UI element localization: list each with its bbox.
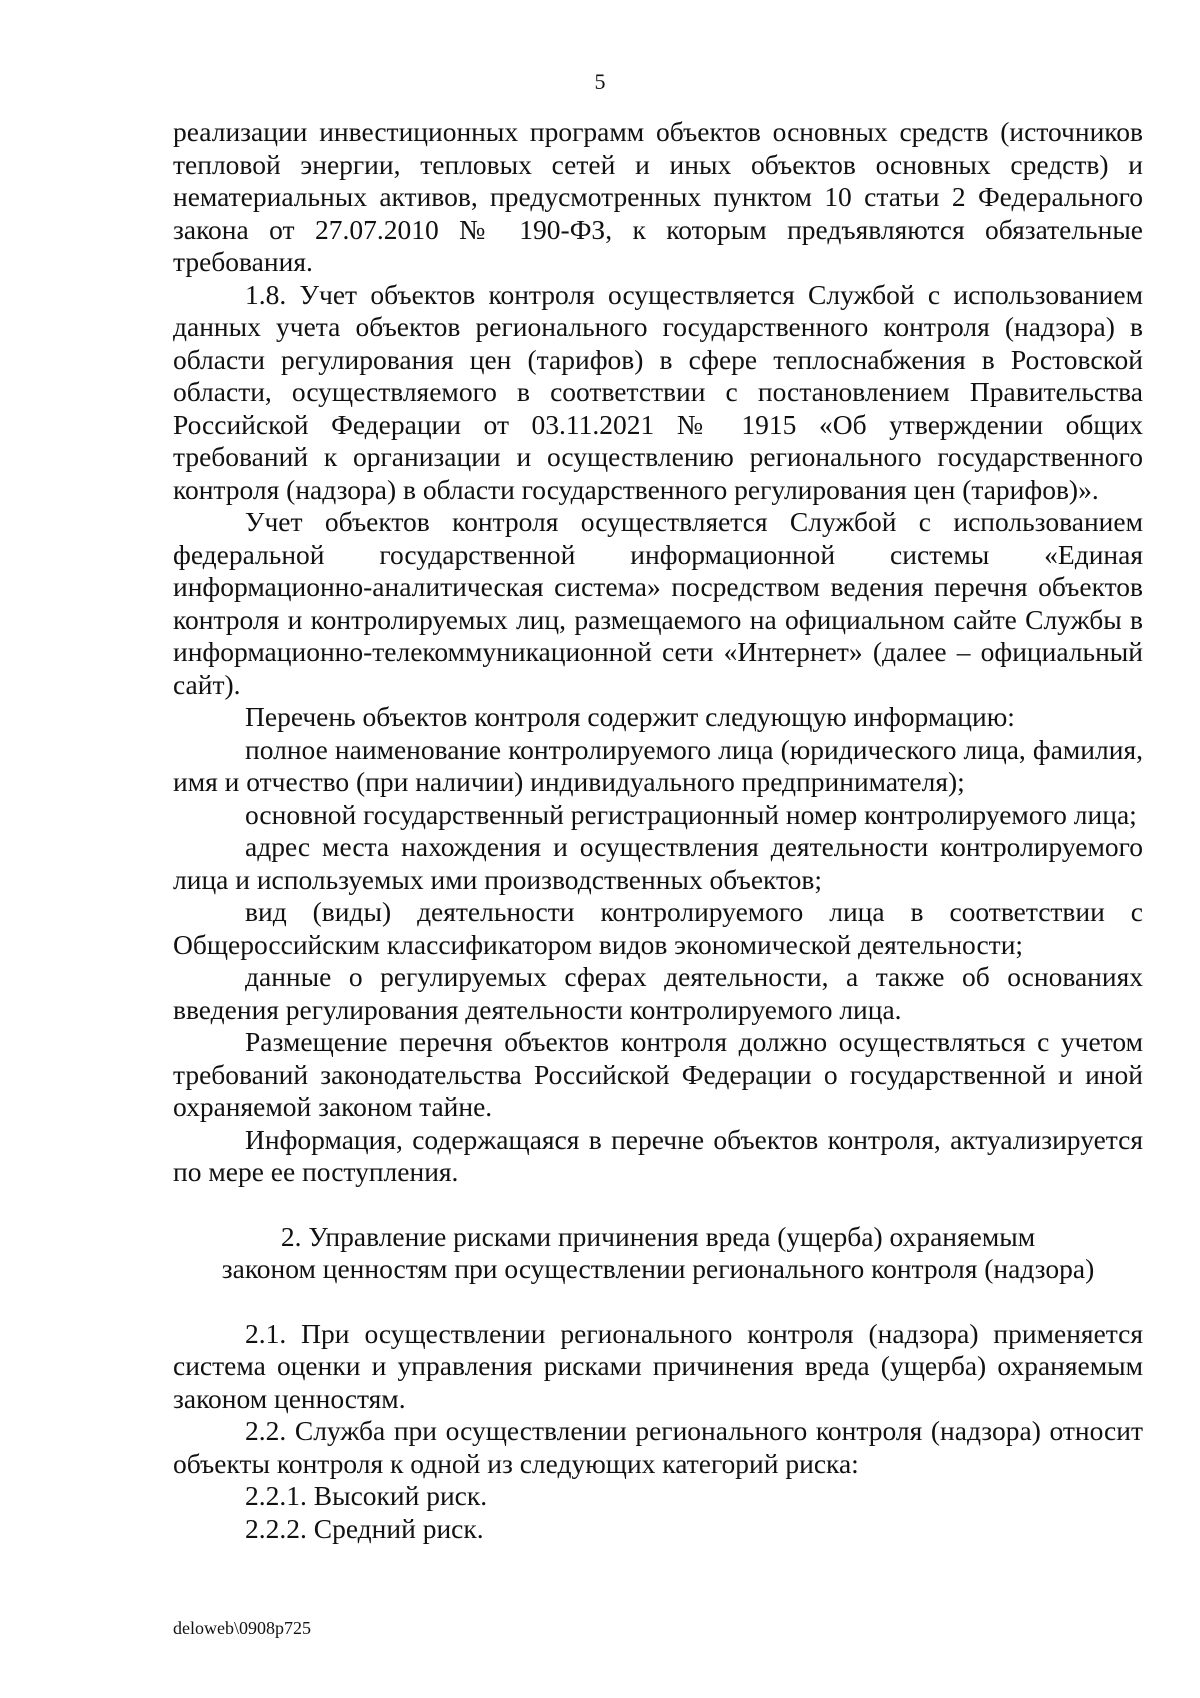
paragraph-2-2-1: 2.2.1. Высокий риск. xyxy=(245,1480,488,1511)
paragraph-2-2: 2.2. Служба при осуществлении регионального контроля (надзора) относит объекты контроля к одной из следующих категорий риска: xyxy=(173,1415,1143,1479)
paragraph-publication: Размещение перечня объектов контроля должно осуществляться с учетом требований законодательства Российской Федерации о государственной и иной охраняемой законом тайне. xyxy=(173,1026,1143,1122)
document-body xyxy=(173,116,1143,1545)
page-number: 5 xyxy=(594,69,606,94)
list-item-activity: вид (виды) деятельности контролируемого лица в соответствии с Общероссийским классификатором видов экономической деятельности; xyxy=(173,896,1143,960)
section-2-heading xyxy=(173,1221,1143,1286)
list-item-address: адрес места нахождения и осуществления деятельности контролируемого лица и используемых ими производственных объектов; xyxy=(173,831,1143,895)
footer-file-reference: deloweb\0908p725 xyxy=(173,1618,311,1638)
paragraph-accounting: Учет объектов контроля осуществляется Службой с использованием федеральной государственной информационной системы «Единая информационно-аналитическая система» посредством ведения перечня объектов контроля и контролируемых лиц, размещаемого на официальном сайте Службы в информационно-телекоммуникационной сети «Интернет» (далее – официальный сайт). xyxy=(173,506,1143,700)
paragraph-1-8: 1.8. Учет объектов контроля осуществляется Службой с использованием данных учета объектов регионального государственного контроля (надзора) в области регулирования цен (тарифов) в сфере теплоснабжения в Ростовской области, осуществляемого в соответствии с постановлением Правительства Российской Федерации от 03.11.2021 № 1915 «Об утверждении общих требований к организации и осуществлению регионального государственного контроля (надзора) в области государственного регулирования цен (тарифов)». xyxy=(173,278,1143,505)
paragraph-2-2-2: 2.2.2. Средний риск. xyxy=(245,1512,484,1544)
paragraph-update: Информация, содержащаяся в перечне объектов контроля, актуализируется по мере ее поступления. xyxy=(173,1123,1143,1187)
paragraph-list-intro: Перечень объектов контроля содержит следующую информацию: xyxy=(245,701,1015,732)
section-2-heading-line-2: законом ценностям при осуществлении регионального контроля (надзора) xyxy=(221,1253,1095,1284)
list-item-full-name: полное наименование контролируемого лица (юридического лица, фамилия, имя и отчество (при наличии) индивидуального предпринимателя); xyxy=(173,733,1143,797)
section-2-heading-line-1: 2. Управление рисками причинения вреда (ущерба) охраняемым xyxy=(280,1220,1036,1252)
list-item-ogrn: основной государственный регистрационный номер контролируемого лица; xyxy=(245,798,1137,830)
list-item-regulated-spheres: данные о регулируемых сферах деятельности, а также об основаниях введения регулирования деятельности контролируемого лица. xyxy=(173,961,1143,1025)
paragraph-continuation: реализации инвестиционных программ объектов основных средств (источников тепловой энергии, тепловых сетей и иных объектов основных средств) и нематериальных активов, предусмотренных пунктом 10 статьи 2 Федерального закона от 27.07.2010 № 190-ФЗ, к которым предъявляются обязательные требования. xyxy=(173,116,1143,277)
paragraph-2-1: 2.1. При осуществлении регионального контроля (надзора) применяется система оценки и управления рисками причинения вреда (ущерба) охраняемым законом ценностям. xyxy=(173,1317,1143,1414)
